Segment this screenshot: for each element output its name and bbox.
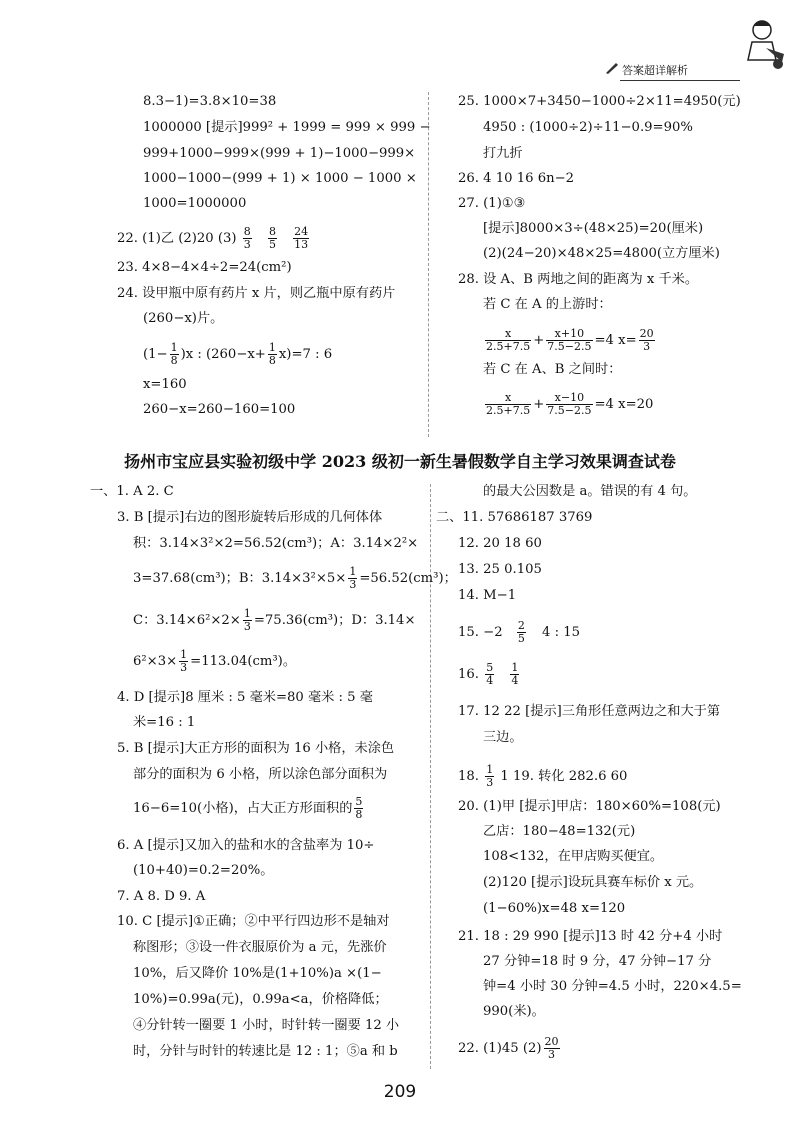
tl-line: 8.3−1)=3.8×10=38: [143, 94, 277, 109]
numerator: x+10: [546, 328, 592, 341]
fraction: [268, 226, 277, 251]
q22-line: [117, 226, 311, 251]
fraction: [546, 328, 592, 353]
numerator: 8: [243, 225, 251, 238]
bl-line: 积：3.14×3²×2=56.52(cm³)；A：3.14×2²×: [133, 536, 419, 551]
numerator: 24: [294, 225, 309, 238]
br-line: (1−60%)x=48 x=120: [483, 901, 626, 916]
fraction: [348, 566, 357, 591]
eq-part: =4 x=20: [594, 397, 654, 412]
text: 16−6=10(小格)，占大正方形面积的: [133, 801, 353, 816]
bl-frac-line: [133, 649, 296, 674]
br-line: 13. 25 0.105: [458, 562, 542, 577]
text: 15. −2: [458, 625, 503, 640]
text: 16.: [458, 667, 479, 682]
fraction: [544, 1036, 560, 1061]
numerator: 2: [517, 619, 525, 632]
denominator: 3: [486, 776, 494, 789]
text: 3=37.68(cm³)；B：3.14×3²×5×: [133, 571, 347, 586]
tl-line: 23. 4×8−4×4÷2=24(cm²): [117, 260, 292, 275]
denominator: 4: [486, 674, 494, 687]
denominator: 3: [243, 620, 251, 633]
numerator: 1: [511, 661, 519, 674]
fraction: [268, 342, 277, 367]
section-title: 扬州市宝应县实验初级中学 2023 级初一新生暑假数学自主学习效果调查试卷: [124, 452, 676, 471]
numerator: 20: [639, 327, 654, 340]
denominator: 3: [180, 661, 188, 674]
text: 6²×3×: [133, 654, 178, 669]
denominator: 7.5−2.5: [547, 340, 592, 353]
eq-part: +: [533, 333, 545, 348]
fraction: [639, 328, 655, 353]
q22-text: 22. (1)乙 (2)20 (3): [117, 231, 237, 246]
denominator: 13: [294, 238, 309, 251]
br-line: 12. 20 18 60: [458, 536, 542, 551]
text: =56.52(cm³)；: [359, 571, 457, 586]
numerator: 20: [544, 1035, 559, 1048]
q24-equation: [143, 342, 332, 367]
tl-line: (260−x)片。: [143, 311, 224, 326]
fraction: [170, 342, 179, 367]
br-line: 27 分钟=18 时 9 分，47 分钟−17 分: [483, 954, 712, 969]
tr-line: (2)(24−20)×48×25=4800(立方厘米): [483, 246, 720, 261]
br-line: 990(米)。: [483, 1004, 545, 1019]
tr-line: 4950 : (1000÷2)÷11−0.9=90%: [483, 120, 693, 135]
denominator: 3: [643, 340, 651, 353]
pen-icon: [605, 62, 619, 74]
fraction: [485, 328, 531, 353]
text: 4 : 15: [542, 625, 581, 640]
br-line: 的最大公因数是 a。错误的有 4 句。: [483, 484, 697, 499]
br-line: 20. (1)甲 [提示]甲店：180×60%=108(元): [458, 799, 721, 814]
tr-line: 打九折: [483, 146, 523, 161]
text: =113.04(cm³)。: [190, 654, 297, 669]
tl-line: 1000=1000000: [143, 196, 247, 211]
bl-line: 称图形；③设一件衣服原价为 a 元，先涨价: [133, 940, 387, 955]
numerator: x−10: [546, 392, 592, 405]
text: C：3.14×6²×2×: [133, 613, 241, 628]
denominator: 4: [511, 674, 519, 687]
denominator: 3: [243, 238, 251, 251]
numerator: x: [485, 328, 531, 341]
tr-line: 若 C 在 A、B 之间时：: [483, 362, 622, 377]
fraction: [243, 226, 252, 251]
bl-frac-line: [133, 608, 416, 633]
br-line: 14. M−1: [458, 588, 517, 603]
tl-line: 24. 设甲瓶中原有药片 x 片，则乙瓶中原有药片: [117, 286, 396, 301]
fraction: [243, 608, 252, 633]
column-separator-top: [428, 92, 429, 437]
text: =75.36(cm³)；D：3.14×: [253, 613, 416, 628]
bl-line: 10. C [提示]①正确；②中平行四边形不是轴对: [117, 914, 390, 929]
eq-part: +: [533, 397, 545, 412]
tr-line: [提示]8000×3÷(48×25)=20(厘米): [483, 221, 704, 236]
fraction: [510, 662, 519, 687]
br-line: 二、11. 57686187 3769: [436, 510, 593, 525]
tr-line: 25. 1000×7+3450−1000÷2×11=4950(元): [458, 94, 741, 109]
text: 1 19. 转化 282.6 60: [500, 769, 628, 784]
bl-line: 时，分针与时针的转速比是 12 : 1；⑤a 和 b: [133, 1044, 398, 1059]
denominator: 7.5−2.5: [547, 404, 592, 417]
fraction: [179, 649, 188, 674]
numerator: 1: [180, 648, 188, 661]
br-line: (2)120 [提示]设玩具赛车标价 x 元。: [483, 875, 703, 890]
denominator: 5: [268, 238, 276, 251]
numerator: 1: [170, 341, 178, 354]
denominator: 8: [268, 354, 276, 367]
page-number: 209: [383, 1082, 417, 1102]
bl-line: 部分的面积为 6 小格，所以涂色部分面积为: [133, 767, 388, 782]
eq-part: (1−: [143, 347, 168, 362]
numerator: 1: [486, 763, 494, 776]
bl-line: 3. B [提示]右边的图形旋转后形成的几何体体: [117, 510, 383, 525]
br-line: 乙店：180−48=132(元): [483, 824, 636, 839]
numerator: 5: [486, 661, 494, 674]
br-line: 三边。: [483, 730, 523, 745]
bl-line: (10+40)=0.2=20%。: [133, 863, 274, 878]
numerator: 1: [349, 565, 357, 578]
denominator: 2.5+7.5: [486, 340, 531, 353]
bl-line: 米=16 : 1: [133, 715, 196, 730]
fraction: [546, 392, 592, 417]
br-line: 108<132，在甲店购买便宜。: [483, 849, 664, 864]
br-frac-line: [458, 662, 521, 687]
denominator: 5: [517, 632, 525, 645]
header-title: 答案超详解析: [622, 64, 688, 77]
eq-part: x)=7 : 6: [278, 347, 333, 362]
tl-line: 260−x=260−160=100: [143, 402, 296, 417]
numerator: 5: [355, 795, 363, 808]
tl-line: 1000000 [提示]999² + 1999 = 999 × 999 −: [143, 120, 431, 135]
bl-line: 5. B [提示]大正方形的面积为 16 小格，未涂色: [117, 741, 395, 756]
q28-equation-1: [483, 328, 657, 353]
tl-line: 999+1000−999×(999 + 1)−1000−999×: [143, 146, 416, 161]
br-frac-line: [458, 620, 580, 645]
br-line: 21. 18 : 29 990 [提示]13 时 42 分+4 小时: [458, 929, 723, 944]
eq-part: =4 x=: [594, 333, 637, 348]
denominator: 3: [548, 1048, 555, 1061]
mascot-icon: [740, 18, 788, 74]
text: 18.: [458, 769, 479, 784]
tl-line: 1000−1000−(999 + 1) × 1000 − 1000 ×: [143, 171, 417, 186]
fraction: [517, 620, 526, 645]
tr-line: 26. 4 10 16 6n−2: [458, 171, 575, 186]
numerator: x: [485, 392, 531, 405]
br-frac-line: [458, 1036, 562, 1061]
fraction: [485, 662, 494, 687]
text: 22. (1)45 (2): [458, 1041, 542, 1056]
denominator: 2.5+7.5: [486, 404, 531, 417]
bl-line: 6. A [提示]又加入的盐和水的含盐率为 10÷: [117, 838, 375, 853]
q28-equation-2: [483, 392, 653, 417]
denominator: 8: [170, 354, 178, 367]
bl-line: 10%)=0.99a(元)，0.99a<a，价格降低；: [133, 992, 388, 1007]
fraction: [354, 796, 363, 821]
br-line: 17. 12 22 [提示]三角形任意两边之和大于第: [458, 704, 721, 719]
fraction: [485, 392, 531, 417]
bl-line: 10%，后又降价 10%是(1+10%)a ×(1−: [133, 966, 382, 981]
tr-line: 28. 设 A、B 两地之间的距离为 x 千米。: [458, 272, 699, 287]
bl-line: 7. A 8. D 9. A: [117, 889, 206, 904]
bl-line: ④分针转一圈要 1 小时，时针转一圈要 12 小: [133, 1018, 400, 1033]
tl-line: x=160: [143, 377, 187, 392]
br-line: 钟=4 小时 30 分钟=4.5 小时，220×4.5=: [483, 979, 742, 994]
eq-part: )x : (260−x+: [180, 347, 266, 362]
bl-line: 一、1. A 2. C: [90, 484, 174, 499]
bl-line: 4. D [提示]8 厘米 : 5 毫米=80 毫米 : 5 毫: [117, 690, 373, 705]
tr-line: 若 C 在 A 的上游时：: [483, 297, 612, 312]
fraction: [293, 226, 309, 251]
header-rule: [620, 80, 740, 81]
numerator: 1: [268, 341, 276, 354]
tr-line: 27. (1)①③: [458, 196, 526, 211]
numerator: 8: [268, 225, 276, 238]
numerator: 1: [243, 607, 251, 620]
br-frac-line: [458, 764, 627, 789]
bl-frac-line: [133, 796, 365, 821]
denominator: 8: [355, 808, 363, 821]
fraction: [485, 764, 494, 789]
denominator: 3: [349, 578, 357, 591]
bl-frac-line: [133, 566, 457, 591]
